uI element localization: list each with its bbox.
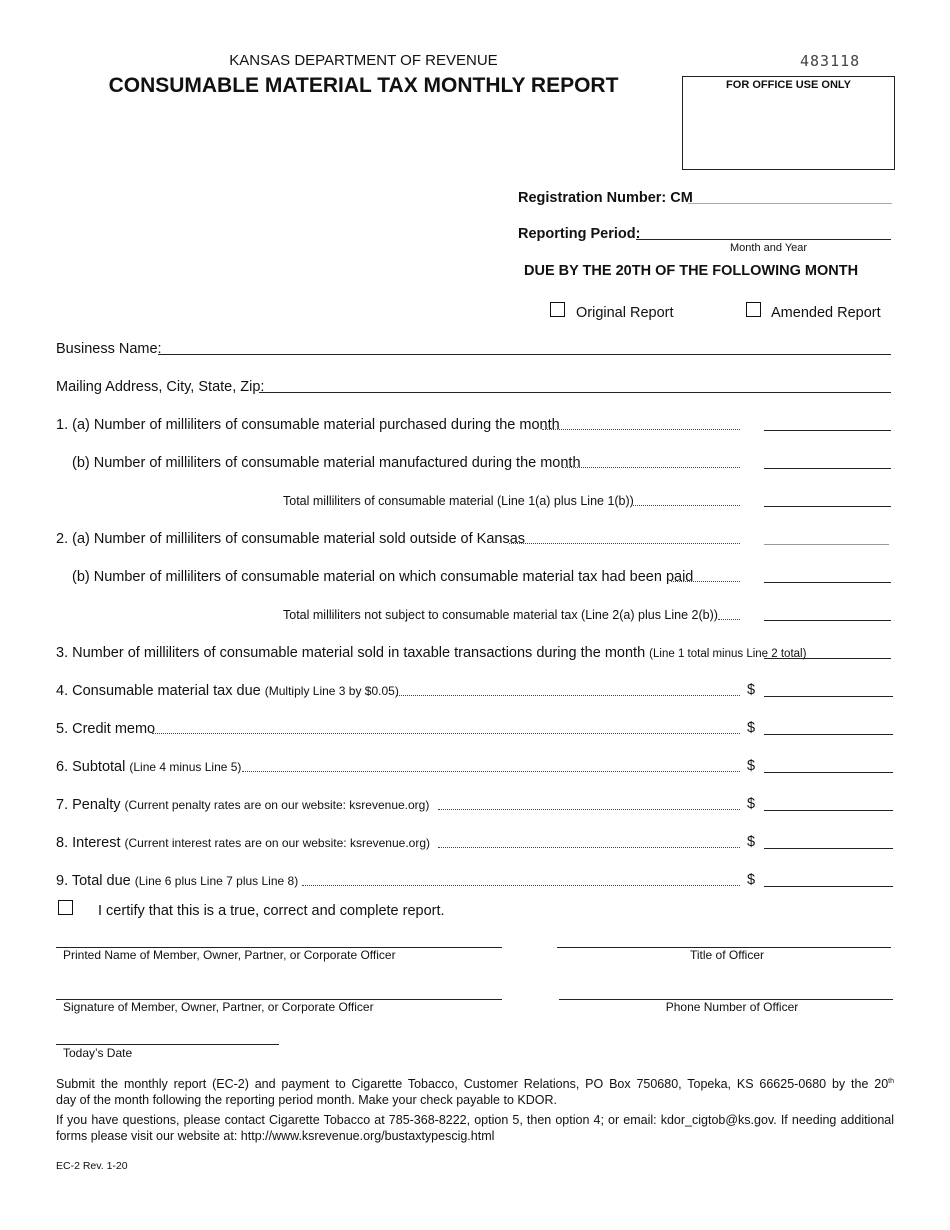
questions-text: If you have questions, please contact Cigarette Tobacco at 785-368-8222, option 5, then option 4; or email: kdor_cigtob@ks.gov. If needing additional forms please visit our website at: http://www.ksrevenue.org/bustaxtypescig.html	[56, 1113, 894, 1143]
signature-label: Signature of Member, Owner, Partner, or Corporate Officer	[63, 1000, 374, 1014]
line-3-field[interactable]	[764, 658, 891, 659]
dollar-sign: $	[747, 796, 756, 812]
reporting-period-label: Reporting Period:	[518, 226, 641, 242]
leader-dots	[509, 543, 740, 544]
submit-line-1	[56, 1074, 894, 1092]
line-2a-field[interactable]	[764, 544, 889, 545]
line-6-note: (Line 4 minus Line 5)	[129, 760, 242, 774]
line-9-note: (Line 6 plus Line 7 plus Line 8)	[134, 874, 299, 888]
leader-dots	[152, 733, 740, 734]
leader-dots	[396, 695, 740, 696]
form-title: CONSUMABLE MATERIAL TAX MONTHLY REPORT	[108, 74, 619, 97]
mailing-address-field[interactable]	[259, 392, 891, 393]
line-1a-label: 1. (a) Number of milliliters of consumable material purchased during the month	[56, 417, 560, 433]
agency-name: KANSAS DEPARTMENT OF REVENUE	[229, 52, 498, 69]
original-report-checkbox[interactable]	[550, 302, 565, 317]
reporting-period-field[interactable]	[636, 239, 891, 240]
leader-dots	[438, 809, 740, 810]
leader-dots	[718, 619, 740, 620]
certify-text: I certify that this is a true, correct and complete report.	[98, 903, 445, 919]
line-2-total-field[interactable]	[764, 620, 891, 621]
original-report-label: Original Report	[576, 305, 674, 321]
line-4-label	[56, 683, 399, 699]
line-9-label	[56, 873, 298, 889]
line-8-field[interactable]	[764, 848, 893, 849]
dollar-sign: $	[747, 834, 756, 850]
date-label: Today’s Date	[63, 1046, 133, 1060]
registration-label: Registration Number: CM	[518, 190, 693, 206]
line-4-text: 4. Consumable material tax due	[56, 683, 261, 699]
line-7-label	[56, 797, 429, 813]
dollar-sign: $	[747, 720, 756, 736]
due-notice: DUE BY THE 20TH OF THE FOLLOWING MONTH	[524, 263, 859, 279]
line-1-total-field[interactable]	[764, 506, 891, 507]
line-7-field[interactable]	[764, 810, 893, 811]
line-7-text: 7. Penalty	[56, 797, 121, 813]
mailing-address-label: Mailing Address, City, State, Zip:	[56, 379, 265, 395]
line-1a-field[interactable]	[764, 430, 891, 431]
line-1-total-label: Total milliliters of consumable material (Line 1(a) plus Line 1(b))	[283, 494, 634, 508]
line-8-label	[56, 835, 430, 851]
dollar-sign: $	[747, 872, 756, 888]
line-3-label	[56, 645, 806, 661]
amended-report-label: Amended Report	[771, 305, 881, 321]
form-code: 483118	[800, 52, 861, 70]
line-5-field[interactable]	[764, 734, 893, 735]
line-6-text: 6. Subtotal	[56, 759, 126, 775]
line-4-note: (Multiply Line 3 by $0.05)	[264, 684, 399, 698]
line-5-label: 5. Credit memo	[56, 721, 156, 737]
dollar-sign: $	[747, 758, 756, 774]
line-2-total-label: Total milliliters not subject to consumable material tax (Line 2(a) plus Line 2(b))	[283, 608, 718, 622]
leader-dots	[438, 847, 740, 848]
line-1b-field[interactable]	[764, 468, 891, 469]
dollar-sign: $	[747, 682, 756, 698]
title-officer-label: Title of Officer	[689, 948, 765, 962]
amended-report-checkbox[interactable]	[746, 302, 761, 317]
line-8-note: (Current interest rates are on our website: ksrevenue.org)	[124, 836, 430, 850]
line-8-text: 8. Interest	[56, 835, 121, 851]
printed-name-label: Printed Name of Member, Owner, Partner, or Corporate Officer	[63, 948, 396, 962]
leader-dots	[242, 771, 740, 772]
line-1b-label: (b) Number of milliliters of consumable material manufactured during the month	[72, 455, 581, 471]
registration-number-field[interactable]	[688, 203, 892, 204]
submit-line-2: day of the month following the reporting period month. Make your check payable to KDOR.	[56, 1093, 557, 1108]
line-2b-label: (b) Number of milliliters of consumable material on which consumable material tax had been paid	[72, 569, 694, 585]
leader-dots	[671, 581, 740, 582]
leader-dots	[562, 467, 740, 468]
line-6-label	[56, 759, 241, 775]
submit-instructions	[56, 1074, 894, 1108]
line-9-field[interactable]	[764, 886, 893, 887]
business-name-field[interactable]	[158, 354, 891, 355]
phone-label: Phone Number of Officer	[665, 1000, 799, 1014]
leader-dots	[542, 429, 740, 430]
office-use-box	[682, 76, 895, 170]
office-use-label: FOR OFFICE USE ONLY	[726, 79, 851, 91]
leader-dots	[633, 505, 740, 506]
date-field[interactable]	[56, 1044, 279, 1045]
line-7-note: (Current penalty rates are on our website: ksrevenue.org)	[124, 798, 430, 812]
form-revision: EC-2 Rev. 1-20	[56, 1160, 128, 1172]
line-2a-label: 2. (a) Number of milliliters of consumable material sold outside of Kansas	[56, 531, 526, 547]
line-3-text: 3. Number of milliliters of consumable material sold in taxable transactions during the month	[56, 645, 646, 661]
submit-sup: th	[888, 1078, 894, 1085]
line-6-field[interactable]	[764, 772, 893, 773]
period-hint: Month and Year	[730, 242, 808, 254]
line-4-field[interactable]	[764, 696, 893, 697]
line-2b-field[interactable]	[764, 582, 891, 583]
certify-checkbox[interactable]	[58, 900, 73, 915]
line-3-note: (Line 1 total minus Line 2 total)	[649, 648, 807, 660]
business-name-label: Business Name:	[56, 341, 162, 357]
leader-dots	[302, 885, 740, 886]
line-9-text: 9. Total due	[56, 873, 131, 889]
submit-text: Submit the monthly report (EC-2) and payment to Cigarette Tobacco, Customer Relations, PO Box 750680, Topeka, KS 66625-0680 by the 20	[56, 1077, 889, 1092]
